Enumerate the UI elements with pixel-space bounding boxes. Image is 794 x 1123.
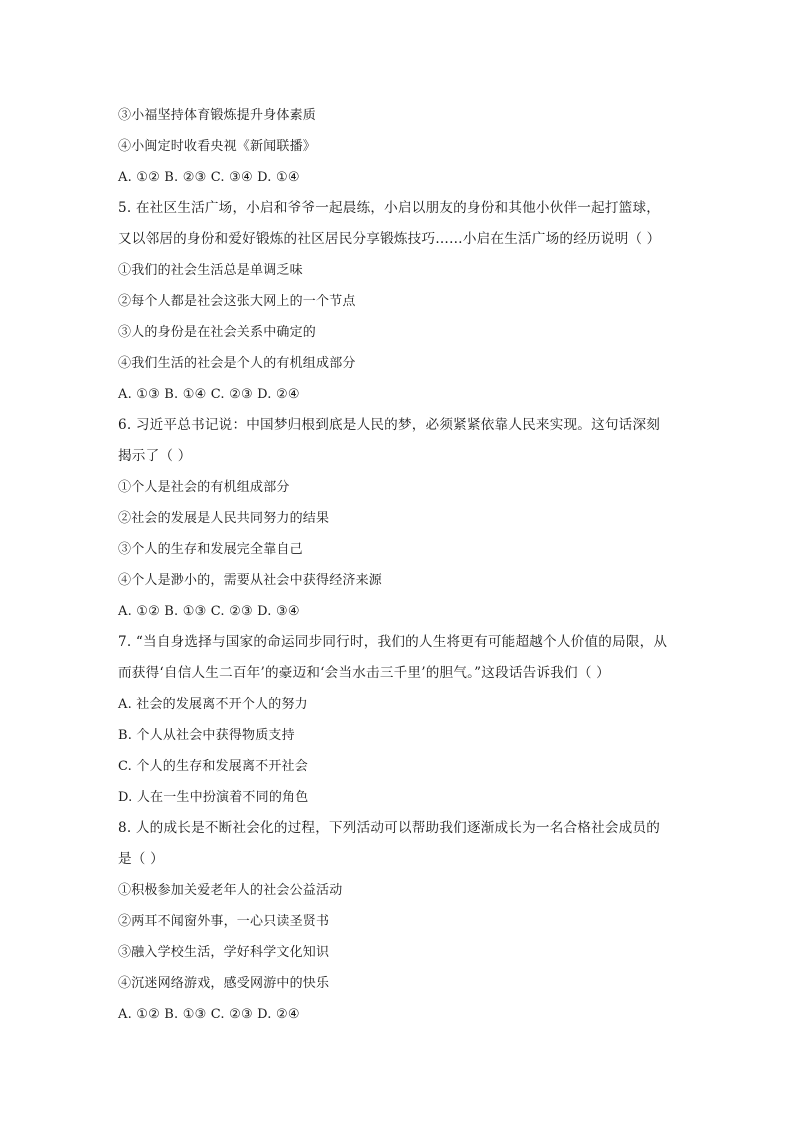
q5-option-2: ②每个人都是社会这张大网上的一个节点 xyxy=(118,294,356,309)
q6-choices: A. ①② B. ①③ C. ②③ D. ③④ xyxy=(118,604,300,619)
q8-option-2: ②两耳不闻窗外事，一心只读圣贤书 xyxy=(118,914,330,929)
q5-option-1: ①我们的社会生活总是单调乏味 xyxy=(118,263,303,278)
q6-option-1: ①个人是社会的有机组成部分 xyxy=(118,480,290,495)
q5-stem-line-2: 又以邻居的身份和爱好锻炼的社区居民分享锻炼技巧……小启在生活广场的经历说明（ ） xyxy=(118,231,661,247)
q7-option-c: C. 个人的生存和发展离不开社会 xyxy=(118,759,308,774)
q7-stem-line-2: 而获得‘自信人生二百年’的豪迈和‘会当水击三千里’的胆气。”这段话告诉我们（ ） xyxy=(118,665,610,681)
q8-option-4: ④沉迷网络游戏，感受网游中的快乐 xyxy=(118,976,330,991)
q7-stem-line-1: 7. “当自身选择与国家的命运同步同行时，我们的人生将更有可能超越个人价值的局限，从 xyxy=(118,634,668,650)
q6-stem-line-2: 揭示了（ ） xyxy=(118,448,192,464)
q4-option-3: ③小福坚持体育锻炼提升身体素质 xyxy=(118,108,317,123)
q6-option-3: ③个人的生存和发展完全靠自己 xyxy=(118,542,303,557)
q5-option-4: ④我们生活的社会是个人的有机组成部分 xyxy=(118,356,356,371)
q8-option-3: ③融入学校生活，学好科学文化知识 xyxy=(118,945,330,960)
q8-option-1: ①积极参加关爱老年人的社会公益活动 xyxy=(118,883,343,898)
q8-stem-line-1: 8. 人的成长是不断社会化的过程，下列活动可以帮助我们逐渐成长为一名合格社会成员的 xyxy=(118,820,661,836)
q5-option-3: ③人的身份是在社会关系中确定的 xyxy=(118,325,317,340)
q4-option-4: ④小闽定时收看央视《新闻联播》 xyxy=(118,139,317,154)
q7-option-a: A. 社会的发展离不开个人的努力 xyxy=(118,697,308,712)
q6-stem-line-1: 6. 习近平总书记说：中国梦归根到底是人民的梦，必须紧紧依靠人民来实现。这句话深刻 xyxy=(118,417,661,433)
q6-option-2: ②社会的发展是人民共同努力的结果 xyxy=(118,511,330,526)
q8-stem-line-2: 是（ ） xyxy=(118,851,164,867)
q5-stem-line-1: 5. 在社区生活广场，小启和爷爷一起晨练，小启以朋友的身份和其他小伙伴一起打篮球， xyxy=(118,200,661,216)
q7-option-d: D. 人在一生中扮演着不同的角色 xyxy=(118,790,309,805)
q5-choices: A. ①③ B. ①④ C. ②③ D. ②④ xyxy=(118,387,300,402)
q8-choices: A. ①② B. ①③ C. ②③ D. ②④ xyxy=(118,1007,300,1022)
q4-choices: A. ①② B. ②③ C. ③④ D. ①④ xyxy=(118,170,300,185)
exam-page xyxy=(118,100,688,1030)
q7-option-b: B. 个人从社会中获得物质支持 xyxy=(118,728,295,743)
q6-option-4: ④个人是渺小的，需要从社会中获得经济来源 xyxy=(118,573,383,588)
